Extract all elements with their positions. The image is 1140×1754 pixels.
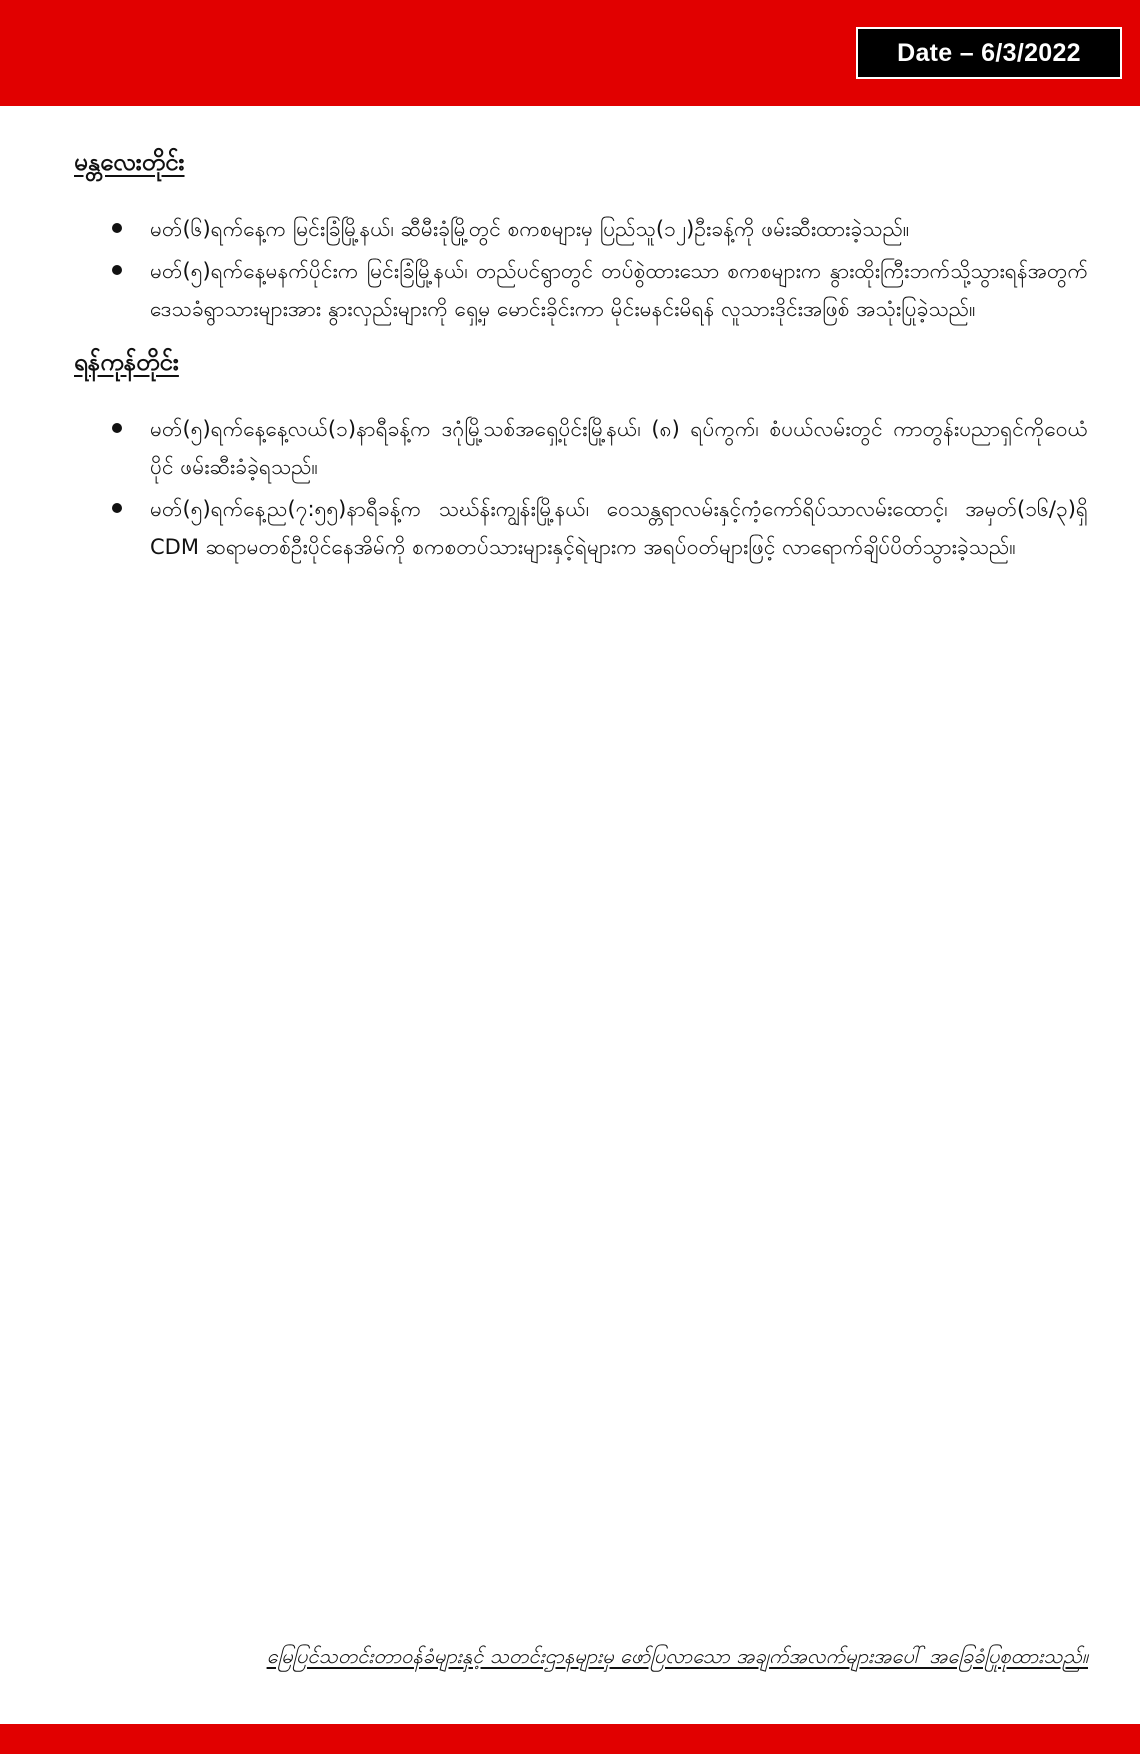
bullet-icon <box>112 223 122 233</box>
footer-bar <box>0 1724 1140 1754</box>
list-item-text: မတ်(၅)ရက်နေ့နေ့လယ်(၁)နာရီခန့်က ဒဂုံမြို့သစ်အရှေ့ပိုင်းမြို့နယ်၊ (၈) ရပ်ကွက်၊ စံပယ်လမ်းတွင် ကာတွန်းပညာရှင်ကိုဝေယံပိုင် ဖမ်းဆီးခံခဲ့ရသည်။ <box>150 417 1088 479</box>
list-item <box>74 410 1088 486</box>
incident-list <box>74 210 1088 328</box>
header-bar <box>0 0 1140 106</box>
incident-list <box>74 410 1088 566</box>
footer-note: မြေပြင်သတင်းတာဝန်ခံများနှင့် သတင်းဌာနများမှ ဖော်ပြလာသော အချက်အလက်များအပေါ် အခြေခံပြုစုထားသည်။ <box>266 1644 1088 1668</box>
list-item-text: မတ်(၆)ရက်နေ့က မြင်းခြံမြို့နယ်၊ ဆီမီးခုံမြို့တွင် စကစများမှ ပြည်သူ(၁၂)ဦးခန့်ကို ဖမ်းဆီးထားခဲ့သည်။ <box>150 217 910 241</box>
section-mandalay <box>74 142 1088 328</box>
report-body <box>74 130 1088 580</box>
list-item-text: မတ်(၅)ရက်နေ့ည(၇:၅၅)နာရီခန့်က သဃ်န်းကျွန်းမြို့နယ်၊ ဝေသန္တရာလမ်းနှင့်ကံ့ကော်ရိပ်သာလမ်းထောင့်၊ အမှတ်(၁၆/၃)ရှိ CDM ဆရာမတစ်ဦးပိုင်နေအိမ်ကို စကစတပ်သားများနှင့်ရဲများက အရပ်ဝတ်များဖြင့် လာရောက်ချိပ်ပိတ်သွားခဲ့သည်။ <box>150 497 1088 559</box>
bullet-icon <box>112 503 122 513</box>
section-yangon <box>74 342 1088 566</box>
list-item <box>74 490 1088 566</box>
section-title: မန္တလေးတိုင်း <box>74 148 185 176</box>
list-item <box>74 210 1088 248</box>
list-item <box>74 252 1088 328</box>
bullet-icon <box>112 423 122 433</box>
section-title: ရန်ကုန်တိုင်း <box>74 348 179 376</box>
date-label: Date – 6/3/2022 <box>856 27 1122 79</box>
list-item-text: မတ်(၅)ရက်နေ့မနက်ပိုင်းက မြင်းခြံမြို့နယ်၊ တည်ပင်ရွာတွင် တပ်စွဲထားသော စကစများက နွားထိုးကြီးဘက်သို့သွားရန်အတွက် ဒေသခံရွာသားများအား နွားလှည်းများကို ရှေ့မှ မောင်းခိုင်းကာ မိုင်းမနင်းမိရန် လူသားဒိုင်းအဖြစ် အသုံးပြုခဲ့သည်။ <box>150 259 1088 321</box>
bullet-icon <box>112 265 122 275</box>
